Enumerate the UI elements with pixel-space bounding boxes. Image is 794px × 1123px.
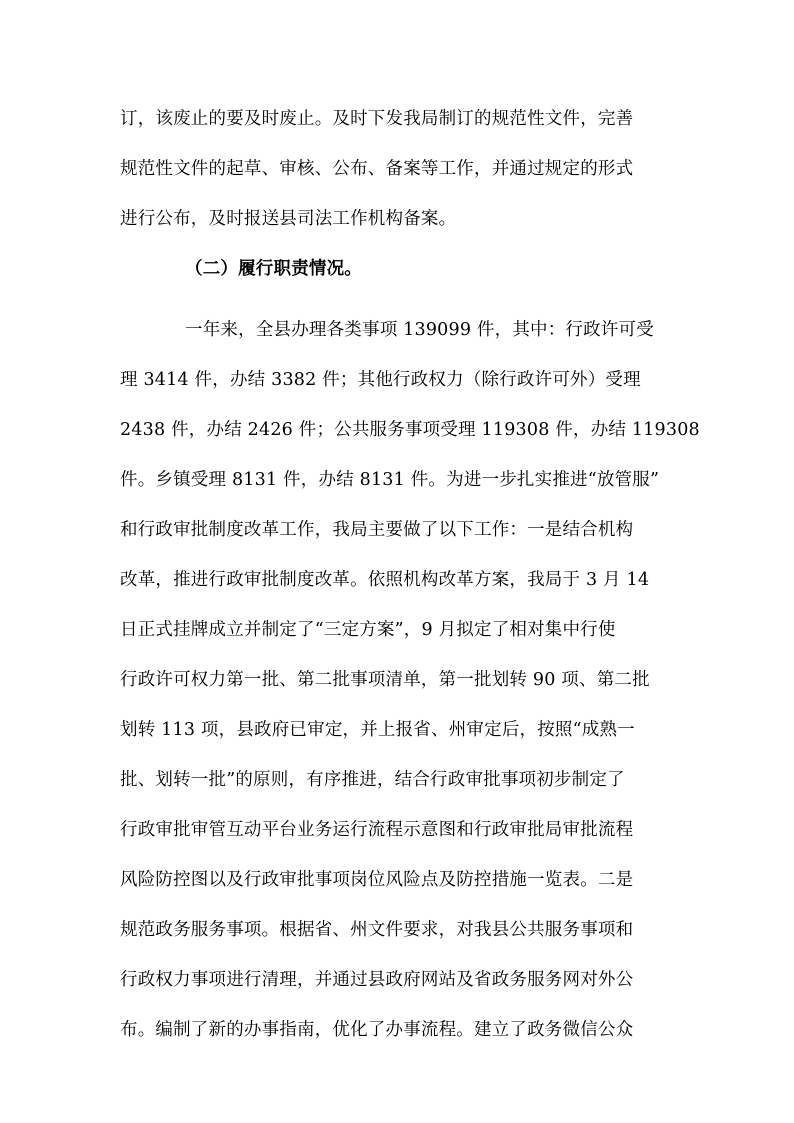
paragraph-1-line-2: 规范性文件的起草、审核、公布、备案等工作，并通过规定的形式 [120,159,634,179]
paragraph-2-line-12: 风险防控图以及行政审批事项岗位风险点及防控措施一览表。二是 [120,870,634,890]
section-heading: （二）履行职责情况。 [185,259,362,279]
paragraph-2-line-4: 件。乡镇受理 8131 件，办结 8131 件。为进一步扎实推进“放管服” [120,470,660,490]
paragraph-2-line-2: 理 3414 件，办结 3382 件；其他行政权力（除行政许可外）受理 [120,370,641,390]
paragraph-2-line-8: 行政许可权力第一批、第二批事项清单，第一批划转 90 项、第二批 [120,670,650,690]
paragraph-1-line-3: 进行公布，及时报送县司法工作机构备案。 [120,209,457,229]
paragraph-2-line-14: 行政权力事项进行清理，并通过县政府网站及省政务服务网对外公 [120,970,634,990]
paragraph-2-line-13: 规范政务服务事项。根据省、州文件要求，对我县公共服务事项和 [120,920,634,940]
paragraph-2-line-15: 布。编制了新的办事指南，优化了办事流程。建立了政务微信公众 [120,1020,634,1040]
paragraph-1-line-1: 订，该废止的要及时废止。及时下发我局制订的规范性文件，完善 [120,109,634,129]
paragraph-2-line-9: 划转 113 项，县政府已审定，并上报省、州审定后，按照“成熟一 [120,720,635,740]
paragraph-2-line-6: 改革，推进行政审批制度改革。依照机构改革方案，我局于 3 月 14 [120,570,650,590]
paragraph-2-line-11: 行政审批审管互动平台业务运行流程示意图和行政审批局审批流程 [120,820,634,840]
paragraph-2-line-5: 和行政审批制度改革工作，我局主要做了以下工作：一是结合机构 [120,520,634,540]
paragraph-2-line-3: 2438 件，办结 2426 件；公共服务事项受理 119308 件，办结 119308 [120,420,700,440]
paragraph-2-line-1: 一年来，全县办理各类事项 139099 件，其中：行政许可受 [185,320,654,340]
paragraph-2-line-10: 批、划转一批”的原则，有序推进，结合行政审批事项初步制定了 [120,770,625,790]
paragraph-2-line-7: 日正式挂牌成立并制定了“三定方案”，9 月拟定了相对集中行使 [120,620,616,640]
